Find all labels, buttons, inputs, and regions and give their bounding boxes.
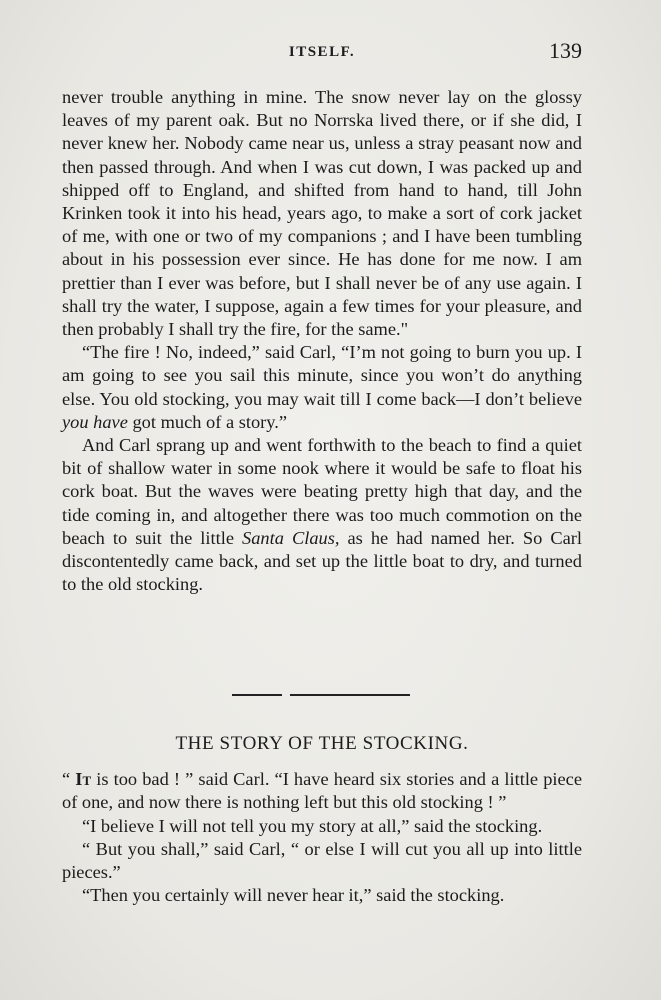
page-header: [62, 36, 582, 66]
body-text: [62, 86, 582, 596]
paragraph-text: is too bad ! ” said Carl. “I have heard six stories and a little piece of one, and now there is nothing left but this old stocking ! ”: [62, 769, 582, 813]
opening-word: It: [75, 769, 92, 789]
paragraph: [62, 434, 582, 596]
paragraph: [62, 768, 582, 815]
paragraph-text: got much of a story.”: [127, 411, 288, 432]
running-head: ITSELF.: [288, 44, 356, 60]
paragraph: [62, 341, 582, 434]
section-title: THE STORY OF THE STOCKING.: [175, 733, 469, 754]
paragraph-text: as he had named her. So Carl discontentedly came back, and set up the little boat to dry, and turned to the old stocking.: [62, 527, 582, 595]
page-number: 139: [549, 38, 582, 63]
section-divider: [232, 694, 410, 696]
emphasis-text: you have: [62, 411, 128, 432]
paragraph-text: “: [62, 769, 76, 789]
ship-name: Santa Claus,: [242, 527, 340, 548]
paragraph: “ But you shall,” said Carl, “ or else I will cut you all up into little pieces.”: [62, 838, 582, 883]
paragraph: “I believe I will not tell you my story at all,” said the stocking.: [82, 815, 543, 836]
paragraph: “Then you certainly will never hear it,” said the stocking.: [82, 885, 505, 906]
section-text: [62, 768, 582, 908]
paragraph-text: “The fire ! No, indeed,” said Carl, “I’m not going to burn you up. I am going to see you sail this minute, since you won’t do anything else. You old stocking, you may wait till I come back—I don’t believe: [62, 342, 582, 409]
paragraph-text: And Carl sprang up and went forthwith to the beach to find a quiet bit of shallow water in some nook where it would be safe to float his cork boat. But the waves were beating pretty high that day, and the tide coming in, and altogether there was too much commotion on the beach to suit the little: [62, 435, 582, 548]
paragraph: never trouble anything in mine. The snow never lay on the glossy leaves of my parent oak. But no Norrska lived there, or if she did, I never knew her. Nobody came near us, unless a stray peasant now and then passed through. And when I was cut down, I was packed up and shipped off to England, and shifted from hand to hand, till John Krinken took it into his head, years ago, to make a sort of cork jacket of me, with one or two of my companions ; and I have been tumbling about in his possession ever since. He has done for me now. I am prettier than I ever was before, but I shall never be of any use again. I shall try the water, I suppose, again a few times for your pleasure, and then probably I shall try the fire, for the same.": [62, 87, 582, 340]
